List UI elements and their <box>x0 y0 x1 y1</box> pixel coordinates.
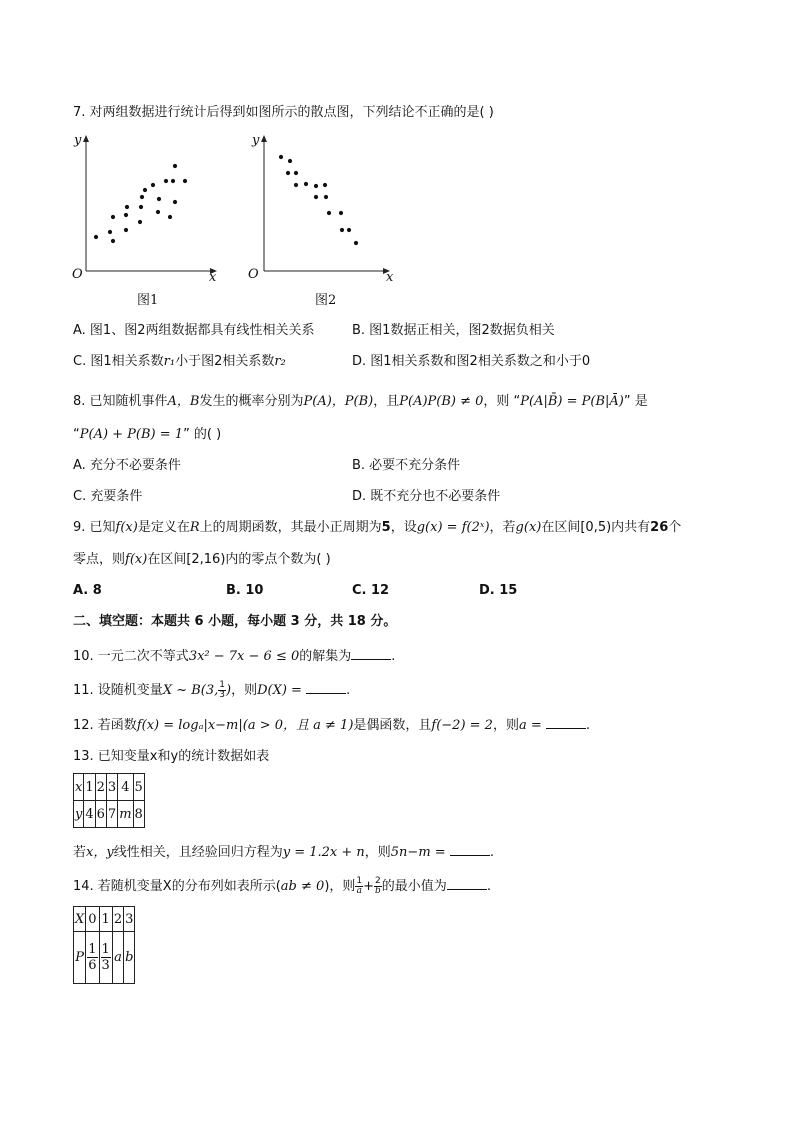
answer-blank[interactable] <box>447 877 487 890</box>
q11-stem: 11. 设随机变量X ~ B(3, $\frac{1}{3}$ )，则D(X) = . <box>73 680 351 700</box>
q7-option-c: C. 图1相关系数r₁小于图2相关系数r₂ <box>73 354 286 369</box>
q9-option-b: B. 10 <box>226 583 264 598</box>
section-heading: 二、填空题：本题共 6 小题，每小题 3 分，共 18 分。 <box>73 614 397 629</box>
fig1-caption: 图1 <box>137 293 159 308</box>
scatter-point <box>140 195 144 199</box>
scatter-point <box>183 179 187 183</box>
scatter-point <box>288 159 292 163</box>
scatter-point <box>340 228 344 232</box>
answer-blank[interactable] <box>450 843 490 856</box>
scatter-point <box>111 215 115 219</box>
q8-stem-line2: “P(A) + P(B) = 1” 的( ) <box>73 427 222 442</box>
scatter-point <box>173 200 177 204</box>
scatter-point <box>94 235 98 239</box>
fig2-origin: O <box>248 267 259 282</box>
scatter-point <box>171 179 175 183</box>
answer-blank[interactable] <box>546 716 586 729</box>
scatter-point <box>173 164 177 168</box>
scatter-point <box>156 210 160 214</box>
scatter-point <box>294 171 298 175</box>
q14-distribution-table: X 0 1 2 3 P $\frac{1}{6}$ $\frac{1}{3}$ a b <box>73 906 135 984</box>
scatter-point <box>314 184 318 188</box>
scatter-point <box>138 220 142 224</box>
scatter-point <box>168 215 172 219</box>
scatter-point <box>151 183 155 187</box>
scatter-point <box>323 183 327 187</box>
scatter-point <box>125 205 129 209</box>
q7-stem: 7. 对两组数据进行统计后得到如图所示的散点图，下列结论不正确的是( ) <box>73 105 494 120</box>
fig1-xlabel: x <box>209 270 217 285</box>
scatter-point <box>124 228 128 232</box>
scatter-point <box>139 205 143 209</box>
q9-option-a: A. 8 <box>73 583 102 598</box>
scatter-point <box>143 188 147 192</box>
scatter-point <box>304 182 308 186</box>
q8-option-d: D. 既不充分也不必要条件 <box>352 489 501 504</box>
scatter-point <box>164 179 168 183</box>
scatter-figure-1 <box>68 133 228 285</box>
scatter-point <box>111 239 115 243</box>
q9-option-d: D. 15 <box>479 583 518 598</box>
q14-stem: 14. 若随机变量X的分布列如表所示(ab ≠ 0)，则 $\frac{1}{a}$ + $\frac{2}{b}$ 的最小值为 . <box>73 876 491 896</box>
q10-stem: 10. 一元二次不等式3x² − 7x − 6 ≤ 0的解集为 . <box>73 649 396 664</box>
q8-option-a: A. 充分不必要条件 <box>73 458 181 473</box>
scatter-point <box>339 211 343 215</box>
q7-option-a: A. 图1、图2两组数据都具有线性相关关系 <box>73 323 315 338</box>
q7-option-d: D. 图1相关系数和图2相关系数之和小于0 <box>352 354 591 369</box>
fig1-origin: O <box>72 267 83 282</box>
scatter-point <box>324 195 328 199</box>
scatter-point <box>314 195 318 199</box>
q9-option-c: C. 12 <box>352 583 390 598</box>
q9-stem-line1: 9. 已知f(x)是定义在R上的周期函数，其最小正周期为5，设g(x) = f(2ˣ)，若g(x)在区间[0,5)内共有26个 <box>73 520 682 535</box>
scatter-point <box>108 230 112 234</box>
q12-stem: 12. 若函数f(x) = logₐ|x−m|(a > 0，且 a ≠ 1)是偶函数，且f(−2) = 2，则a = . <box>73 718 591 733</box>
scatter-point <box>279 155 283 159</box>
scatter-point <box>157 197 161 201</box>
fig2-ylabel: y <box>252 133 260 148</box>
scatter-point <box>286 171 290 175</box>
q13-question: 若x，y线性相关，且经验回归方程为y = 1.2x + n，则5n−m = . <box>73 845 494 860</box>
q13-data-table: x 1 2 3 4 5 y 4 6 7 m 8 <box>73 773 145 828</box>
answer-blank[interactable] <box>351 647 391 660</box>
fig2-caption: 图2 <box>315 293 337 308</box>
scatter-point <box>347 228 351 232</box>
scatter-point <box>327 211 331 215</box>
q8-stem-line1: 8. 已知随机事件A，B发生的概率分别为P(A)，P(B)，且P(A)P(B) ≠ 0，则 “P(A|B̄) = P(B|Ā)” 是 <box>73 394 648 409</box>
scatter-figure-2 <box>246 133 406 285</box>
fig2-xlabel: x <box>386 270 394 285</box>
answer-blank[interactable] <box>306 681 346 694</box>
fig1-ylabel: y <box>74 133 82 148</box>
scatter-point <box>124 213 128 217</box>
q8-option-c: C. 充要条件 <box>73 489 143 504</box>
scatter-point <box>354 241 358 245</box>
q7-option-b: B. 图1数据正相关，图2数据负相关 <box>352 323 555 338</box>
q8-option-b: B. 必要不充分条件 <box>352 458 461 473</box>
q9-stem-line2: 零点，则f(x)在区间[2,16)内的零点个数为( ) <box>73 552 331 567</box>
scatter-point <box>294 183 298 187</box>
q13-stem: 13. 已知变量x和y的统计数据如表 <box>73 749 270 764</box>
